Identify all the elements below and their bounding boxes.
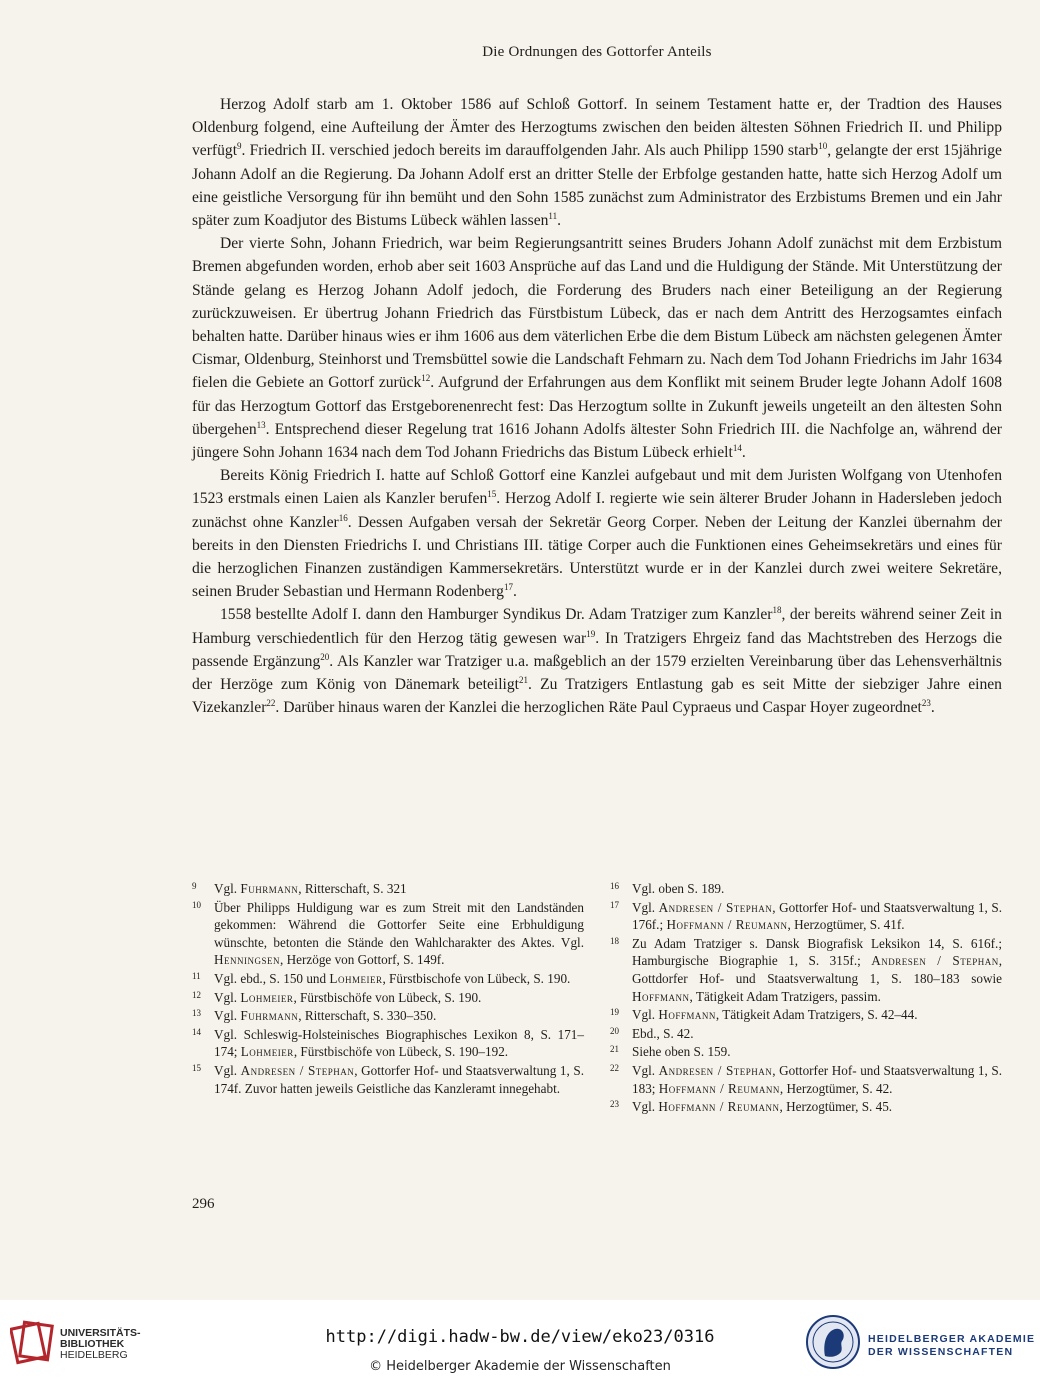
footnote-number: 11: [192, 970, 201, 981]
paragraph-text: . Darüber hinaus waren der Kanzlei die herzoglichen Räte Paul Cypraeus und Caspar Hoyer zugeordnet: [275, 699, 922, 717]
footnote: [192, 970, 584, 988]
footnote-ref[interactable]: 14: [732, 443, 742, 454]
footnotes-left-column: [192, 880, 584, 1117]
footnote-text: Zu Adam Tratziger s. Dansk Biografisk Leksikon 14, S. 616f.; Hamburgische Biographie 1, S. 315f.;: [632, 935, 1002, 969]
footnote-text: , Gottorfer Hof- und Staatsverwaltung 1, S. 174f. Zuvor hatten jeweils Geistliche das Kanzleramt innegehabt.: [214, 1062, 584, 1096]
footnote: [610, 1043, 1002, 1061]
footnote-text: , Fürstbischofe von Lübeck, S. 190.: [382, 970, 571, 986]
academy-line-2: DER WISSENSCHAFTEN: [868, 1346, 1014, 1358]
footnote-ref[interactable]: 23: [921, 698, 931, 709]
copyright-notice: © Heidelberger Akademie der Wissenschaften: [369, 1359, 671, 1374]
author-name: Hoffmann / Reumann: [658, 1080, 780, 1096]
footnote-number: 18: [610, 935, 619, 946]
page-number: 296: [192, 1196, 215, 1212]
footnotes: [192, 880, 1002, 1117]
footnote-text: Über Philipps Huldigung war es zum Streit mit den Landständen gekommen: Während die Gottorfer Seite eine Erbhuldigung wünschte, betonten die Stände den Wahlcharakter des Aktes. Vgl.: [214, 899, 584, 950]
author-name: Fuhrmann: [240, 1008, 299, 1024]
footnote-text: , Herzogtümer, S. 42.: [779, 1080, 893, 1096]
footnote-text: , Fürstbischöfe von Lübeck, S. 190.: [293, 989, 482, 1005]
footnote-text: Vgl.: [632, 1062, 659, 1078]
footnotes-right-column: [610, 880, 1002, 1117]
author-name: Andresen / Stephan: [240, 1062, 355, 1078]
footnote-text: Vgl. Schleswig-Holsteinisches Biographisches Lexikon 8, S. 171–174;: [214, 1026, 584, 1060]
footnote-text: Vgl.: [214, 1008, 241, 1024]
footnote: [192, 989, 584, 1007]
footnote-text: , Herzogtümer, S. 41f.: [787, 917, 905, 933]
footnote-number: 10: [192, 899, 201, 910]
footnote-number: 12: [192, 989, 201, 1000]
paragraph: [192, 603, 1002, 719]
uni-line-2: BIBLIOTHEK: [60, 1338, 125, 1350]
academy-line-1: HEIDELBERGER AKADEMIE: [868, 1333, 1036, 1345]
footnote-ref[interactable]: 13: [256, 419, 266, 430]
footnote-number: 20: [610, 1025, 619, 1036]
paragraph-text: .: [512, 583, 517, 601]
paragraph-text: .: [930, 699, 935, 717]
footnote: [610, 935, 1002, 1005]
author-name: Lohmeier: [240, 1044, 294, 1060]
academy-seal-icon[interactable]: [805, 1312, 861, 1372]
author-name: Andresen / Stephan: [871, 953, 999, 969]
footnote-text: , Gottorfer Hof- und Staatsverwaltung 1, S. 176f.;: [632, 899, 1002, 933]
footnote-ref[interactable]: 21: [519, 675, 529, 686]
footnote: [610, 1062, 1002, 1097]
footnote-text: , Fürstbischöfe von Lübeck, S. 190–192.: [293, 1044, 509, 1060]
footnote-text: Ebd., S. 42.: [632, 1025, 694, 1041]
paragraph-text: , gelangte der erst 15jährige Johann Adolf an die Regierung. Da Johann Adolf erst an dritter Stelle der Erbfolge gestanden hatte, hatte sich Herzog Adolf um eine geistliche Versorgung für ihn bemüht und den Sohn 1585 zunächst zum Administrator des Erzbistums Bremen und ein Jahr später zum Koadjutor des Bistums Lübeck wählen lassen: [192, 142, 1002, 230]
author-name: Lohmeier: [240, 989, 294, 1005]
paragraph-text: Bereits König Friedrich I. hatte auf Schloß Gottorf eine Kanzlei aufgebaut und mit dem Juristen Wolfgang von Utenhofen 1523 erstmals einen Laien als Kanzler berufen: [192, 467, 1002, 508]
footnote-text: , Ritterschaft, S. 330–350.: [298, 1008, 437, 1024]
digitization-footer: [0, 1300, 1040, 1384]
footnote-ref[interactable]: 18: [772, 605, 782, 616]
paragraph: [192, 232, 1002, 464]
author-name: Hoffmann / Reumann: [666, 917, 788, 933]
footnote-text: Vgl. oben S. 189.: [632, 881, 725, 896]
footnote: [192, 880, 584, 898]
running-head: Die Ordnungen des Gottorfer Anteils: [482, 44, 712, 60]
footnote-ref[interactable]: 16: [338, 512, 348, 523]
footnote-text: Vgl. ebd., S. 150 und: [214, 970, 330, 986]
footnote-number: 9: [192, 881, 197, 891]
footnote-text: , Tätigkeit Adam Tratzigers, S. 42–44.: [715, 1007, 918, 1023]
paragraph-text: . Dessen Aufgaben versah der Sekretär Georg Corper. Neben der Leitung der Kanzlei übernahm der bereits in den Diensten Friedrichs I. und Christians III. tätige Corper auch die Funktionen eines Geheimsekretärs und eines für die herzoglichen Finanzen zuständigen Kammersekretärs. Unterstützt wurde er in der Kanzlei durch zwei weitere Sekretäre, seinen Bruder Sebastian und Hermann Rodenberg: [192, 513, 1002, 601]
footnote: [610, 880, 1002, 898]
footnote: [610, 1025, 1002, 1043]
paragraph-text: . Friedrich II. verschied jedoch bereits im darauffolgenden Jahr. Als auch Philipp 1590 starb: [241, 142, 819, 160]
academy-name[interactable]: [868, 1333, 1035, 1359]
footnote-number: 17: [610, 899, 619, 910]
author-name: Hoffmann / Reumann: [658, 1099, 780, 1115]
footnote-text: Vgl.: [214, 881, 241, 896]
paragraph-text: Der vierte Sohn, Johann Friedrich, war beim Regierungsantritt seines Bruders Johann Adolf zunächst mit dem Erzbistum Bremen abgefunden worden, erhob aber seit 1603 Ansprüche auf das Land und die Huldigung der Stände. Mit Unterstützung der Stände gelang es Herzog Johann Adolf jedoch, die Forderung des Bruders nach einer Beteiligung an der Regierung zurückzuweisen. Er übertrug Johann Friedrich das Fürstbistum Lübeck, das er nach dem Antritt des Herzogsamtes einfach behalten hatte. Darüber hinaus wies er ihm 1606 aus dem väterlichen Erbe die dem Bistum Lübeck am nächsten gelegenen Ämter Cismar, Oldenburg, Steinhorst und Tremsbüttel sowie die Landschaft Fehmarn zu. Nach dem Tod Johann Friedrichs im Jahr 1634 fielen die Gebiete an Gottorf zurück: [192, 235, 1002, 392]
footnote-ref[interactable]: 15: [487, 489, 497, 500]
footnote: [192, 1026, 584, 1061]
paragraph-text: . Als Kanzler war Tratziger u.a. maßgeblich an der 1579 erzielten Vereinbarung über das Lehensverhältnis der Herzöge zum König von Dänemark beteiligt: [192, 652, 1003, 694]
paragraph-text: .: [741, 444, 746, 462]
author-name: Henningsen: [214, 952, 281, 968]
paragraph-text: 1558 bestellte Adolf I. dann den Hamburger Syndikus Dr. Adam Tratziger zum Kanzler: [220, 606, 773, 624]
paragraph: [192, 93, 1002, 232]
footnote-text: Siehe oben S. 159.: [632, 1044, 731, 1060]
footnote: [192, 899, 584, 969]
footnote-text: , Tätigkeit Adam Tratzigers, passim.: [689, 988, 881, 1004]
footnote-text: Vgl.: [632, 1007, 659, 1023]
footnote-ref[interactable]: 19: [586, 628, 596, 639]
footnote: [610, 1006, 1002, 1024]
permalink-url[interactable]: http://digi.hadw-bw.de/view/eko23/0316: [325, 1327, 715, 1347]
paragraph-text: . Herzog Adolf I. regierte wie sein älterer Bruder Johann in Hadersleben jedoch zunächst ohne Kanzler: [192, 490, 1002, 531]
footnote-number: 23: [610, 1099, 619, 1110]
author-name: Hoffmann: [658, 1007, 716, 1023]
body-text: [192, 93, 1002, 719]
paragraph-text: . In Tratzigers Ehrgeiz fand das Machtstreben des Herzogs die passende Ergänzung: [192, 629, 1003, 670]
footnote-ref[interactable]: 12: [421, 373, 431, 384]
uni-line-3: HEIDELBERG: [60, 1349, 128, 1361]
paragraph: [192, 464, 1002, 603]
footnote-number: 16: [610, 881, 619, 891]
paragraph-text: Herzog Adolf starb am 1. Oktober 1586 auf Schloß Gottorf. In seinem Testament hatte er, der Tradtion des Hauses Oldenburg folgend, eine Aufteilung der Ämter des Herzogtums zwischen den beiden ältesten Söhnen Friedrich II. und Philipp verfügt: [192, 96, 1002, 160]
author-name: Hoffmann: [632, 988, 690, 1004]
footnote-text: Vgl.: [214, 989, 241, 1005]
footnote-text: , Herzogtümer, S. 45.: [779, 1099, 893, 1115]
footnote-text: , Ritterschaft, S. 321: [298, 881, 407, 896]
footnote-number: 15: [192, 1062, 201, 1073]
paragraph-text: , der bereits während seiner Zeit in Hamburg verschiedentlich für den Herzog tätig gewesen war: [192, 606, 1002, 647]
uni-line-1: UNIVERSITÄTS-: [60, 1327, 141, 1339]
footnote-text: Vgl.: [632, 1099, 659, 1115]
footnote-text: , Herzöge von Gottorf, S. 149f.: [280, 952, 445, 968]
footnote-ref[interactable]: 11: [548, 211, 558, 222]
footnote-text: Vgl.: [632, 899, 659, 915]
footnote-ref[interactable]: 22: [266, 698, 276, 709]
footnote: [610, 899, 1002, 934]
author-name: Andresen / Stephan: [658, 1062, 773, 1078]
footnote-ref[interactable]: 9: [237, 141, 242, 152]
footnote-number: 22: [610, 1062, 619, 1073]
footnote-text: , Gottorfer Hof- und Staatsverwaltung 1, S. 183;: [632, 1062, 1002, 1096]
footnote-text: , Gottdorfer Hof- und Staatsverwaltung 1, S. 180–183 sowie: [632, 953, 1002, 986]
paragraph-text: .: [557, 212, 561, 230]
author-name: Andresen / Stephan: [658, 899, 773, 915]
footnote: [192, 1062, 584, 1097]
paragraph-text: . Aufgrund der Erfahrungen aus dem Konflikt mit seinem Bruder legte Johann Adolf 1608 für das Herzogtum Gottorf das Erstgeborenenrecht fest: Das Herzogtum sollte in Zukunft jeweils ungeteilt an den ältesten Sohn übergehen: [192, 374, 1003, 438]
footnote-text: Vgl.: [214, 1062, 241, 1078]
footnote-ref[interactable]: 20: [320, 651, 330, 662]
author-name: Lohmeier: [329, 970, 383, 986]
footnote-number: 14: [192, 1026, 201, 1037]
footnote-number: 13: [192, 1008, 201, 1019]
paragraph-text: . Entsprechend dieser Regelung trat 1616 Johann Adolfs ältester Sohn Friedrich III. die Nachfolge an, während der jüngere Sohn Johann 1634 nach dem Tod Johann Friedrichs das Bistum Lübeck erhielt: [192, 420, 1002, 462]
footnote-ref[interactable]: 17: [503, 582, 513, 593]
footnote-number: 21: [610, 1044, 619, 1055]
footnote: [610, 1098, 1002, 1116]
footnote-number: 19: [610, 1007, 619, 1018]
paragraph-text: . Zu Tratzigers Entlastung gab es seit Mitte der siebziger Jahre einen Vizekanzler: [192, 676, 1002, 717]
footnote: [192, 1007, 584, 1025]
author-name: Fuhrmann: [240, 881, 299, 896]
footnote-ref[interactable]: 10: [818, 141, 828, 152]
